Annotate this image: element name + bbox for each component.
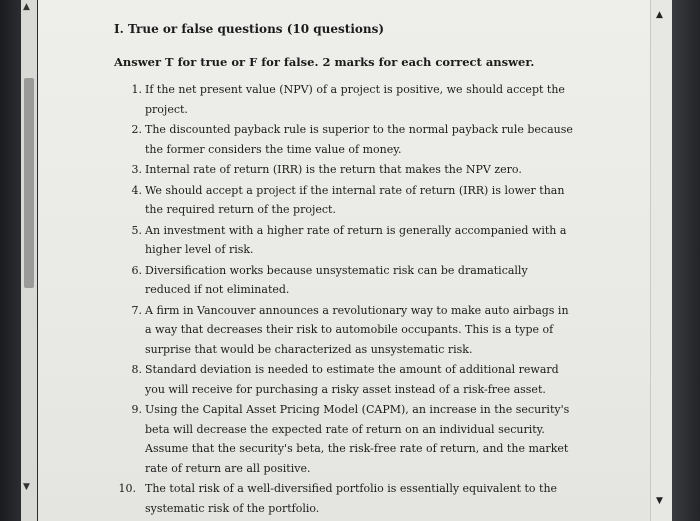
question-text: We should accept a project if the internal rate of return (IRR) is lower than the required return of the project. [145, 183, 565, 216]
question-item [104, 360, 574, 399]
question-number: 9. [131, 403, 142, 416]
question-number: 3. [131, 163, 142, 176]
question-text: Internal rate of return (IRR) is the return that makes the NPV zero. [145, 163, 522, 176]
question-item [104, 80, 574, 119]
question-number: 8. [131, 363, 142, 376]
question-text: The discounted payback rule is superior to the normal payback rule because the former considers the time value of money. [145, 123, 573, 156]
question-item [104, 479, 574, 518]
scroll-down-icon[interactable]: ▼ [23, 482, 30, 492]
question-number: 5. [131, 223, 142, 237]
left-scrollbar-thumb[interactable] [24, 78, 34, 288]
page-title: I. True or false questions (10 questions) [114, 22, 385, 36]
question-number: 2. [131, 123, 142, 136]
question-number: 6. [131, 263, 142, 277]
scroll-down-icon[interactable]: ▼ [656, 496, 663, 506]
scroll-up-icon[interactable]: ▲ [23, 2, 30, 12]
instructions: Answer T for true or F for false. 2 marks for each correct answer. [114, 55, 535, 69]
question-text: Diversification works because unsystematic risk can be dramatically reduced if not eliminated. [145, 263, 528, 296]
window-edge-left [0, 0, 20, 521]
question-item [104, 301, 574, 360]
question-text: Standard deviation is needed to estimate the amount of additional reward you will receive for purchasing a risky asset instead of a risk-free asset. [145, 363, 559, 396]
question-item [104, 261, 574, 300]
document-page [38, 0, 650, 521]
question-text: An investment with a higher rate of return is generally accompanied with a higher level of risk. [145, 223, 567, 256]
question-text: A firm in Vancouver announces a revolutionary way to make auto airbags in a way that decreases their risk to automobile occupants. This is a type of surprise that would be characterized as unsystematic risk. [145, 303, 569, 356]
question-text: If the net present value (NPV) of a project is positive, we should accept the project. [145, 83, 565, 116]
question-number: 4. [131, 183, 142, 197]
scroll-up-icon[interactable]: ▲ [656, 10, 663, 20]
right-scrollbar-track[interactable] [650, 0, 673, 521]
question-item [104, 120, 574, 159]
question-text: Using the Capital Asset Pricing Model (CAPM), an increase in the security's beta will decrease the expected rate of return on an individual security. Assume that the security's beta, the risk-free rate of return, and the market rate of return are all positive. [145, 403, 570, 475]
window-edge-right [672, 0, 700, 521]
question-number: 7. [131, 303, 142, 317]
question-number: 10. [118, 482, 136, 495]
question-item [104, 181, 574, 220]
question-item [104, 400, 574, 478]
question-item [104, 221, 574, 260]
question-text: The total risk of a well-diversified portfolio is essentially equivalent to the systematic risk of the portfolio. [145, 482, 558, 515]
question-item [104, 160, 574, 180]
question-list [104, 80, 574, 519]
question-number: 1. [131, 83, 142, 96]
